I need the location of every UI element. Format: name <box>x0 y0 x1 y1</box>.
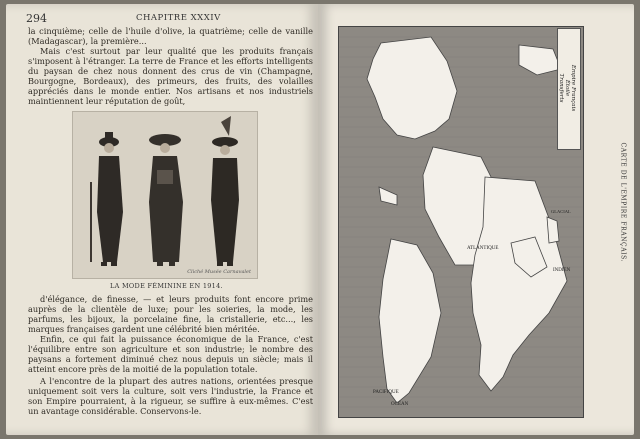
map-legend-text <box>558 51 576 125</box>
paragraph-3: d'élégance, de finesse, — et leurs produits font encore prime auprès de la clientèle de luxe; pour les soieries, la mode, les parfums, les bijoux, la porcelaine fine, la cristallerie, etc..., les marques françaises gardent une célébrité bien méritée. <box>28 294 313 334</box>
paragraph-1: la cinquième; celle de l'huile d'olive, la quatrième; celle de vanille (Madagascar), la première... <box>28 26 313 46</box>
world-map-illustration <box>339 27 583 417</box>
figure-caption: LA MODE FÉMININE EN 1914. <box>110 282 223 290</box>
legend-line-3: Transferts <box>558 73 564 103</box>
label-glacial: GLACIAL <box>551 209 571 214</box>
legend-line-2: Étoile <box>564 79 570 97</box>
label-atlantique: ATLANTIQUE <box>467 246 499 251</box>
label-pacifique: PACIFIQUE <box>373 390 399 395</box>
fashion-photo <box>72 111 258 279</box>
empire-map <box>338 26 584 418</box>
map-legend <box>557 28 581 150</box>
map-title: CARTE DE L'EMPIRE FRANÇAIS. <box>619 142 627 263</box>
page-number: 294 <box>26 12 47 25</box>
label-ocean: OCÉAN <box>391 402 409 407</box>
paragraph-4: Enfin, ce qui fait la puissance économique de la France, c'est l'équilibre entre son agriculture et son industrie; le nombre des paysans a fortement diminué chez nous depuis un siècle; mais il atteint encore près de la moitié de la population totale. <box>28 334 313 374</box>
left-page <box>6 4 318 435</box>
paragraph-5: A l'encontre de la plupart des autres nations, orientées presque uniquement soit vers la culture, soit vers l'industrie, la France et son Empire pourraient, à la rigueur, se suffire à eux-mêmes. C'est un avantage considérable. Conservons-le. <box>28 376 313 416</box>
running-head: CHAPITRE XXXIV <box>136 13 221 23</box>
paragraph-2: Mais c'est surtout par leur qualité que les produits français s'imposent à l'étranger. La terre de France et les efforts intelligents du paysan de chez nous donnent des crus de vin (Champagne, Bourgogne, Bordeaux), des primeurs, des fruits, des volailles appréciés dans le monde entier. Nos artisans et nos industriels maintiennent leur réputation de goût, <box>28 46 313 106</box>
paragraph-intro <box>28 26 313 106</box>
label-indien: INDIEN <box>553 268 571 273</box>
legend-line-1: Empire Français <box>570 64 576 112</box>
photo-credit: Cliché Musée Carnavalet <box>187 269 251 275</box>
fashion-photo-illustration <box>73 112 257 278</box>
